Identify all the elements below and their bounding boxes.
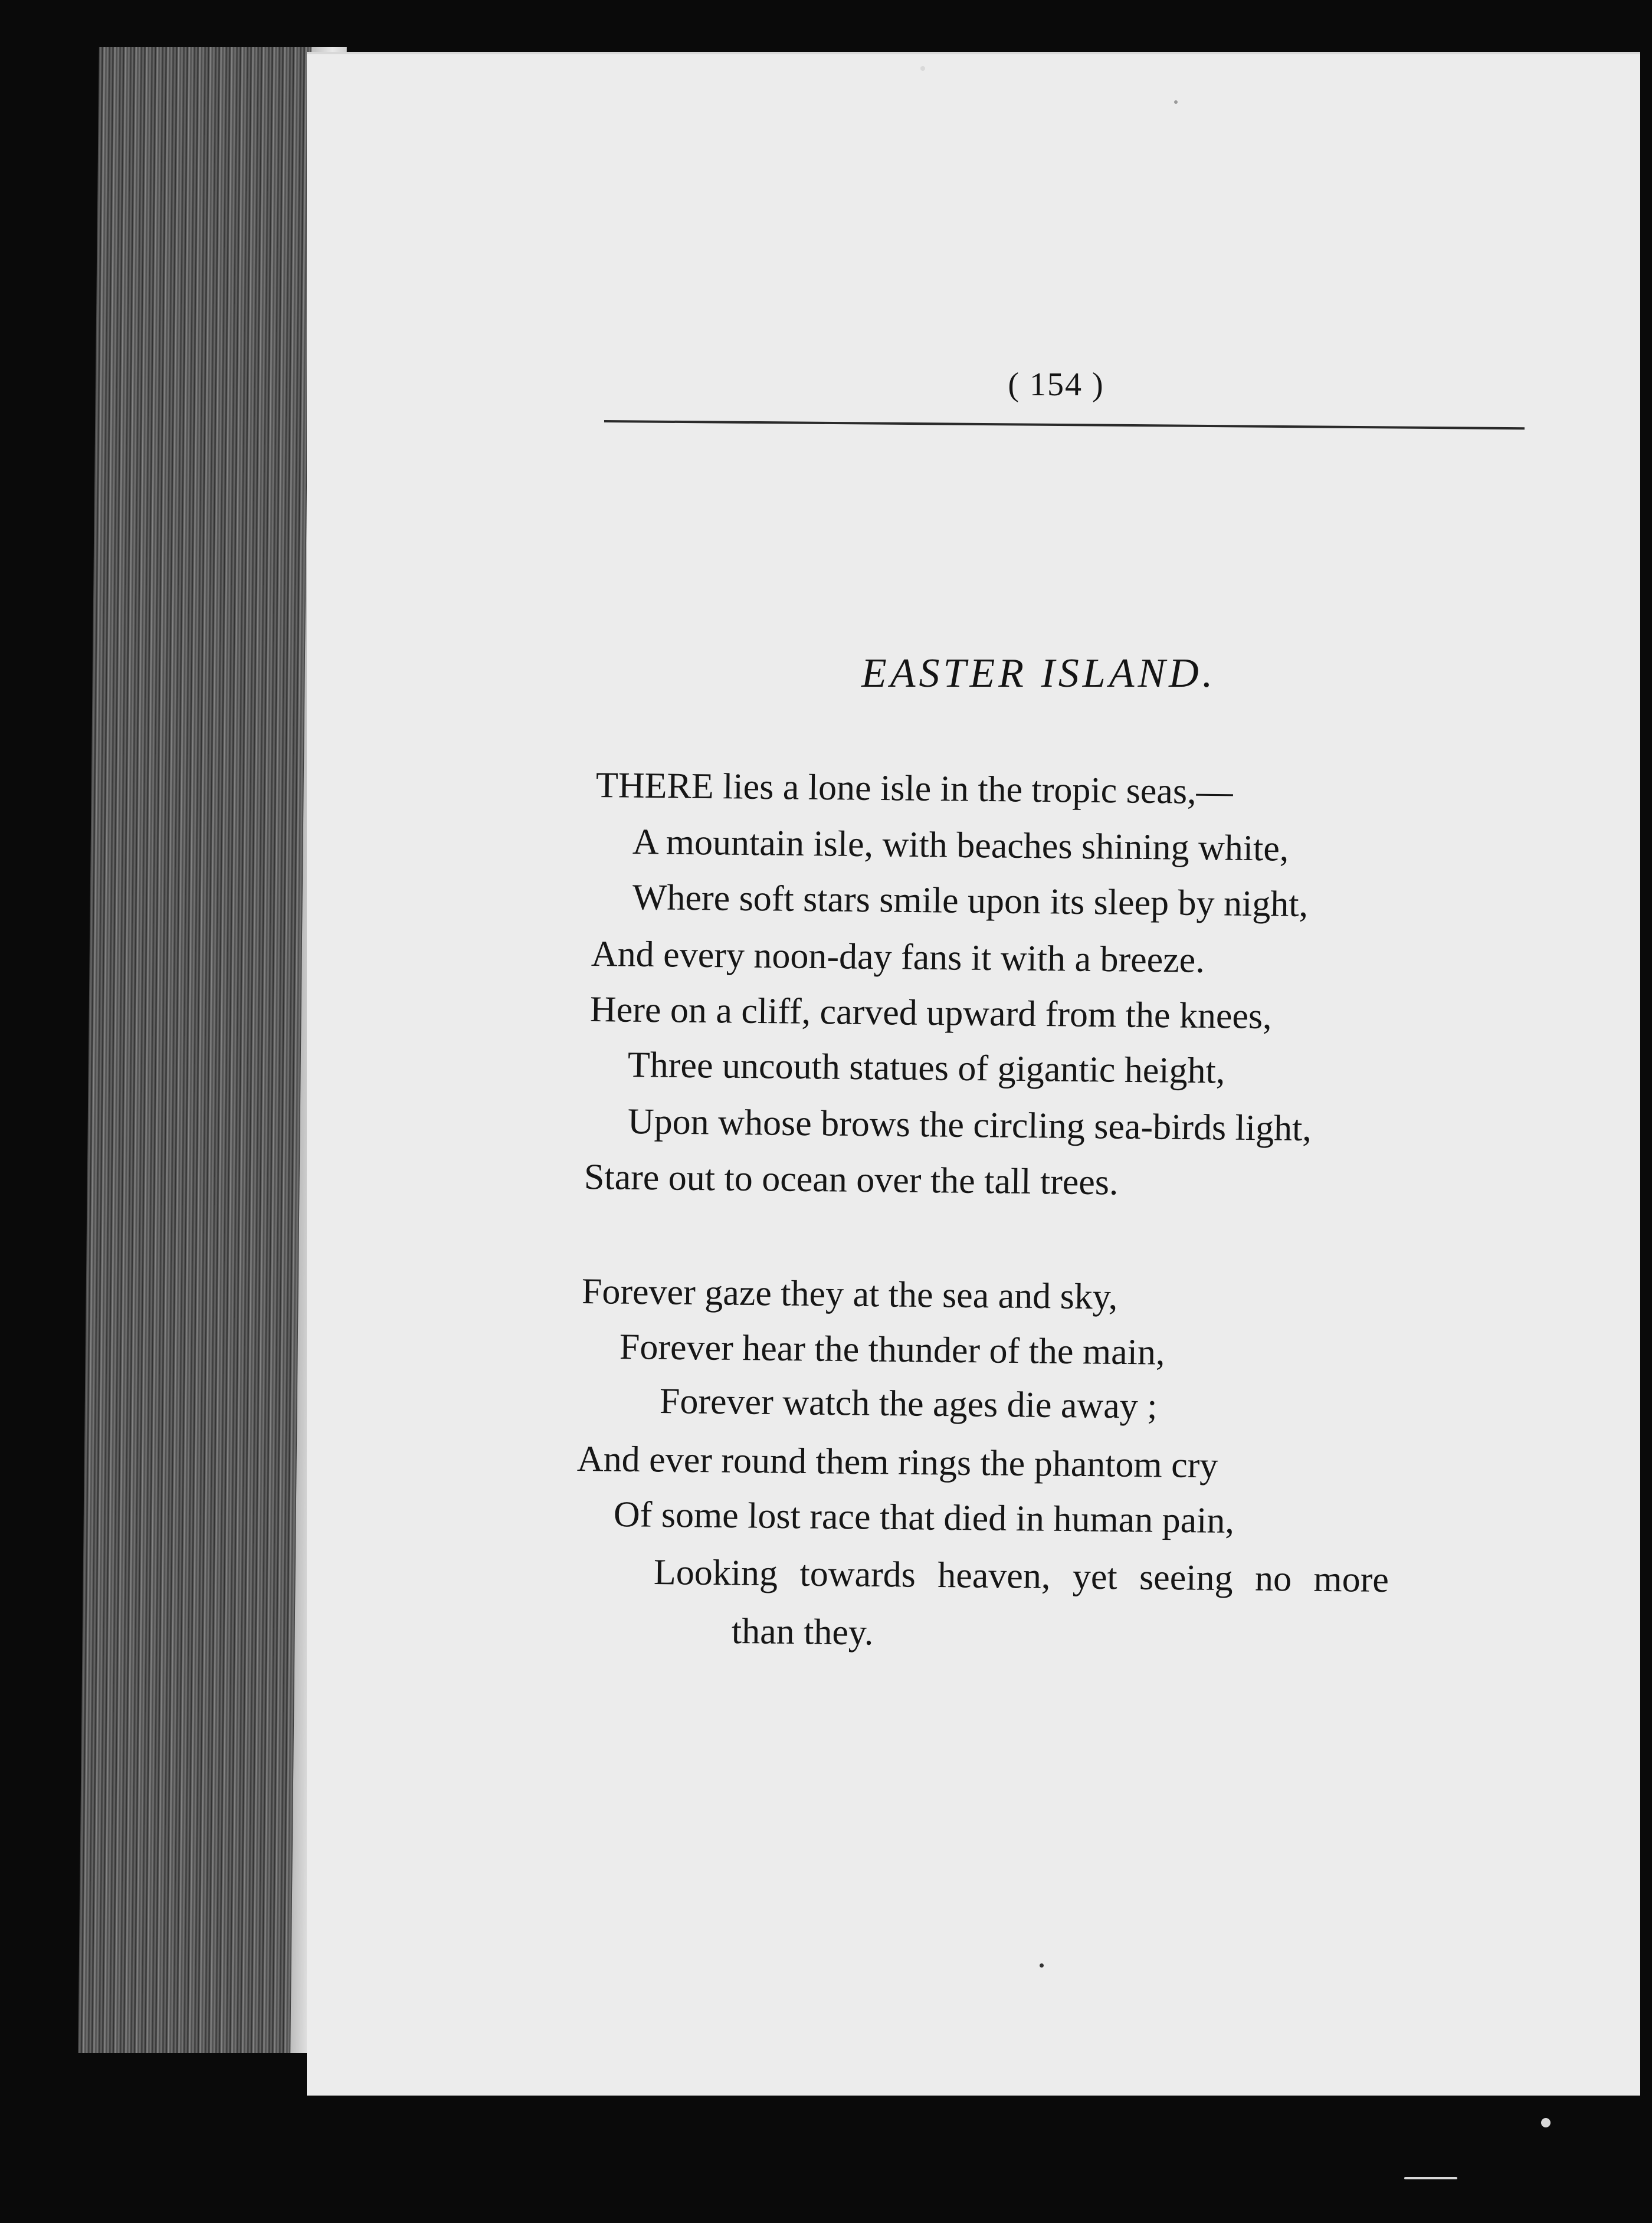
poem-line: Where soft stars smile upon its sleep by night, <box>632 877 1309 924</box>
poem-line: Stare out to ocean over the tall trees. <box>584 1157 1119 1203</box>
poem-line: than they. <box>731 1611 874 1653</box>
poem-line: Here on a cliff, carved upward from the knees, <box>589 989 1272 1037</box>
poem-line: Of some lost race that died in human pain, <box>613 1494 1235 1542</box>
scan-speck <box>1174 100 1178 104</box>
poem-line: And ever round them rings the phantom cry <box>576 1439 1218 1486</box>
poem-line <box>596 767 1233 810</box>
scan-speck <box>1541 2118 1551 2127</box>
poem-line: Forever watch the ages die away ; <box>659 1381 1158 1427</box>
poem-line: Forever gaze they at the sea and sky, <box>581 1271 1118 1317</box>
poem-line: Upon whose brows the circling sea-birds light, <box>627 1101 1312 1149</box>
page-number: ( 154 ) <box>1008 366 1104 403</box>
poem-line: Forever hear the thunder of the main, <box>619 1327 1165 1373</box>
scan-speck <box>1404 2177 1457 2179</box>
poem-line: Looking towards heaven, yet seeing no more <box>653 1552 1389 1601</box>
poem-first-word: THERE <box>595 765 714 807</box>
scan-speck <box>1040 1963 1044 1968</box>
poem-title: EASTER ISLAND. <box>861 651 1217 696</box>
poem-line: A mountain isle, with beaches shining white, <box>632 822 1289 869</box>
poem-line-text: lies a lone isle in the tropic seas,— <box>713 766 1233 812</box>
scan-speck <box>920 66 925 71</box>
poem-line: And every noon-day fans it with a breeze. <box>591 934 1205 981</box>
poem-line: Three uncouth statues of gigantic height, <box>627 1045 1225 1091</box>
